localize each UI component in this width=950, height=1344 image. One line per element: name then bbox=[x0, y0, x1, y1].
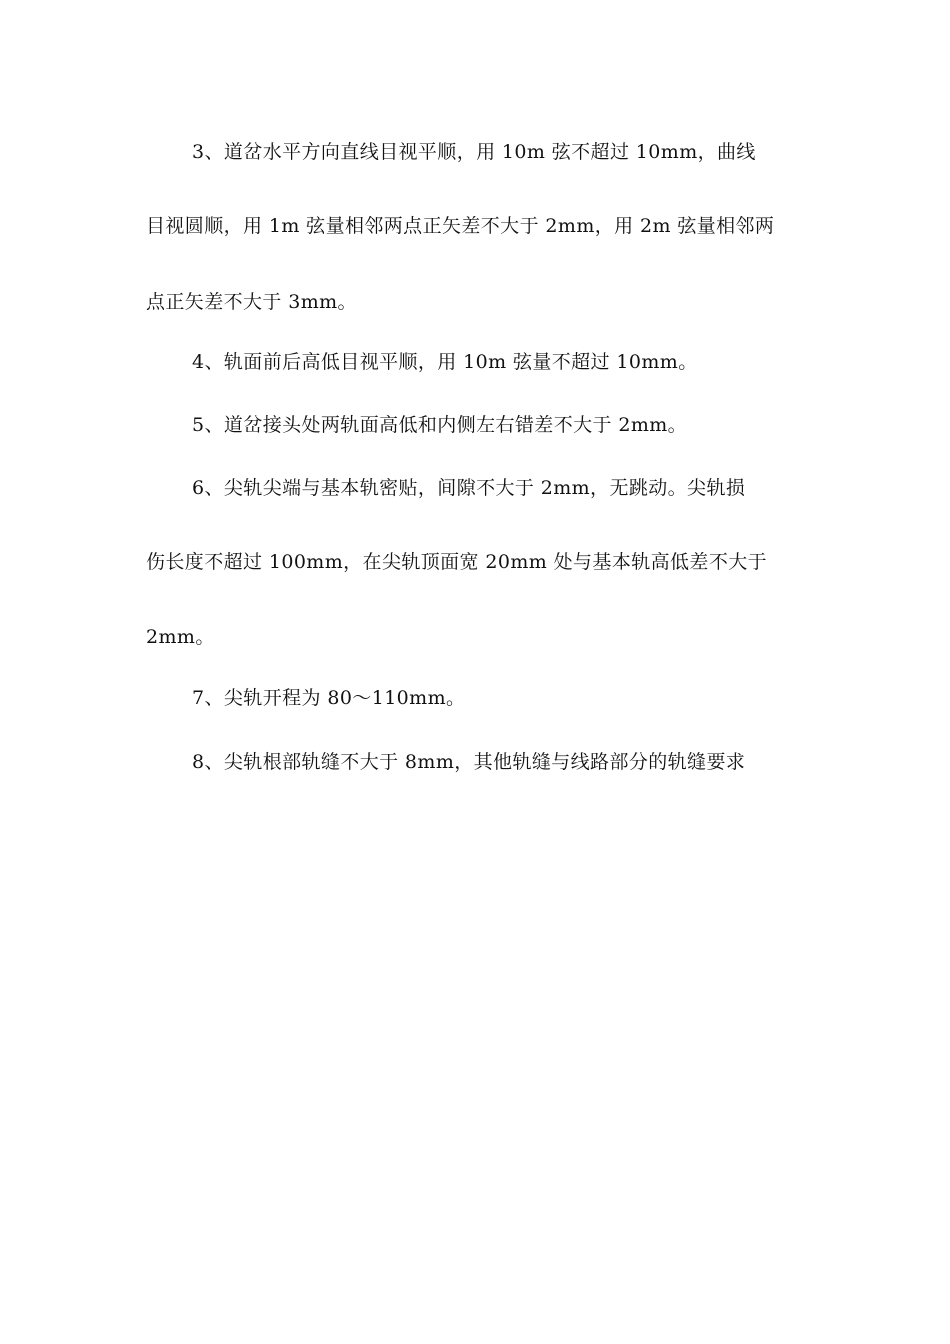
paragraph-3-line-2: 目视圆顺，用 1m 弦量相邻两点正矢差不大于 2mm，用 2m 弦量相邻两 bbox=[146, 215, 775, 237]
paragraph-8-line-1: 8、尖轨根部轨缝不大于 8mm，其他轨缝与线路部分的轨缝要求 bbox=[192, 751, 746, 773]
paragraph-3-line-1: 3、道岔水平方向直线目视平顺，用 10m 弦不超过 10mm，曲线 bbox=[192, 141, 756, 163]
paragraph-6-line-3: 2mm。 bbox=[146, 626, 215, 648]
paragraph-7: 7、尖轨开程为 80～110mm。 bbox=[192, 687, 466, 709]
paragraph-4: 4、轨面前后高低目视平顺，用 10m 弦量不超过 10mm。 bbox=[192, 351, 698, 373]
paragraph-5: 5、道岔接头处两轨面高低和内侧左右错差不大于 2mm。 bbox=[192, 414, 688, 436]
paragraph-6-line-1: 6、尖轨尖端与基本轨密贴，间隙不大于 2mm，无跳动。尖轨损 bbox=[192, 477, 746, 499]
paragraph-6-line-2: 伤长度不超过 100mm，在尖轨顶面宽 20mm 处与基本轨高低差不大于 bbox=[146, 551, 768, 573]
paragraph-3-line-3: 点正矢差不大于 3mm。 bbox=[146, 291, 357, 313]
